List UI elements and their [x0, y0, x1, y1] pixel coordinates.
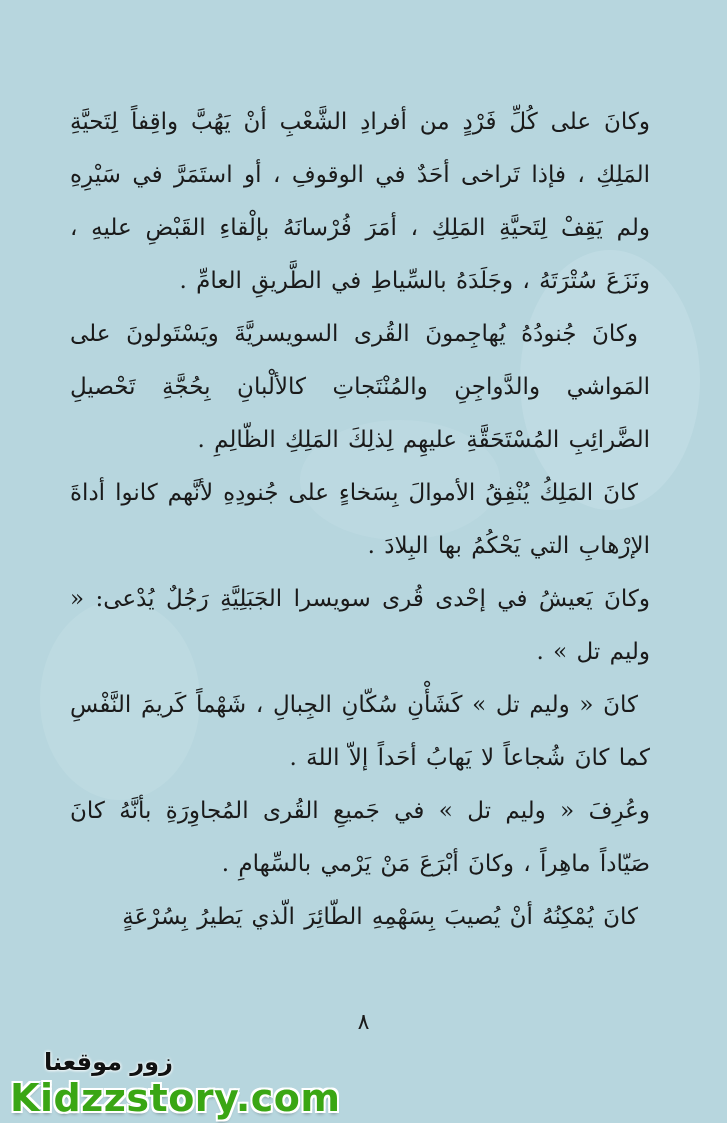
story-text-block: [70, 96, 650, 944]
paragraph-william-hunter: وعُرِفَ « وليم تل » في جَميعِ القُرى المُجاوِرَةِ بأنَّهُ كانَ صَيّاداً ماهِراً ، وكانَ أبْرَعَ مَنْ يَرْمي بالسِّهامِ .: [70, 798, 650, 877]
paragraph-william-skill: كانَ يُمْكِنُهُ أنْ يُصيبَ بِسَهْمِهِ الطّائِرَ الّذي يَطيرُ بِسُرْعَةٍ: [122, 904, 638, 930]
watermark-site-link[interactable]: Kidzzstory.com: [10, 1076, 341, 1120]
paragraph-introduce-william: وكانَ يَعيشُ في إحْدى قُرى سويسرا الجَبَلِيَّةِ رَجُلٌ يُدْعى: « وليم تل » .: [70, 586, 650, 665]
paragraph-decree: وكانَ على كُلِّ فَرْدٍ من أفرادِ الشَّعْبِ أنْ يَهُبَّ واقِفاً لِتَحيَّةِ المَلِكِ ، فإذا تَراخى أحَدٌ في الوقوفِ ، أو استَمَرَّ في سَيْرِهِ ولم يَقِفْ لِتَحيَّةِ المَلِكِ ، أمَرَ فُرْسانَهُ بإلْقاءِ القَبْضِ عليهِ ، ونَزَعَ سُتْرَتَهُ ، وجَلَدَهُ بالسِّياطِ في الطَّريقِ العامِّ .: [70, 109, 650, 294]
page-number: ٨: [357, 1010, 370, 1035]
paragraph-william-character: كانَ « وليم تل » كَشَأْنِ سُكّانِ الجِبالِ ، شَهْماً كَريمَ النَّفْسِ كما كانَ شُجاعاً لا يَهابُ أحَداً إلاّ اللهَ .: [70, 692, 650, 771]
watermark-visit-label: زور موقعنا: [44, 1048, 173, 1076]
paragraph-king-spending: كانَ المَلِكُ يُنْفِقُ الأموالَ بِسَخاءٍ على جُنودِهِ لأنَّهم كانوا أداةَ الإرْهابِ التي يَحْكُمُ بها البِلادَ .: [70, 480, 650, 559]
paragraph-soldiers: وكانَ جُنودُهُ يُهاجِمونَ القُرى السويسريَّةَ ويَسْتَولونَ على المَواشي والدَّواجِنِ والمُنْتَجاتِ كالألْبانِ بِحُجَّةِ تَحْصيلِ الضَّرائِبِ المُسْتَحَقَّةِ عليهِم لِذلِكَ المَلِكِ الظّالِمِ .: [70, 321, 650, 453]
